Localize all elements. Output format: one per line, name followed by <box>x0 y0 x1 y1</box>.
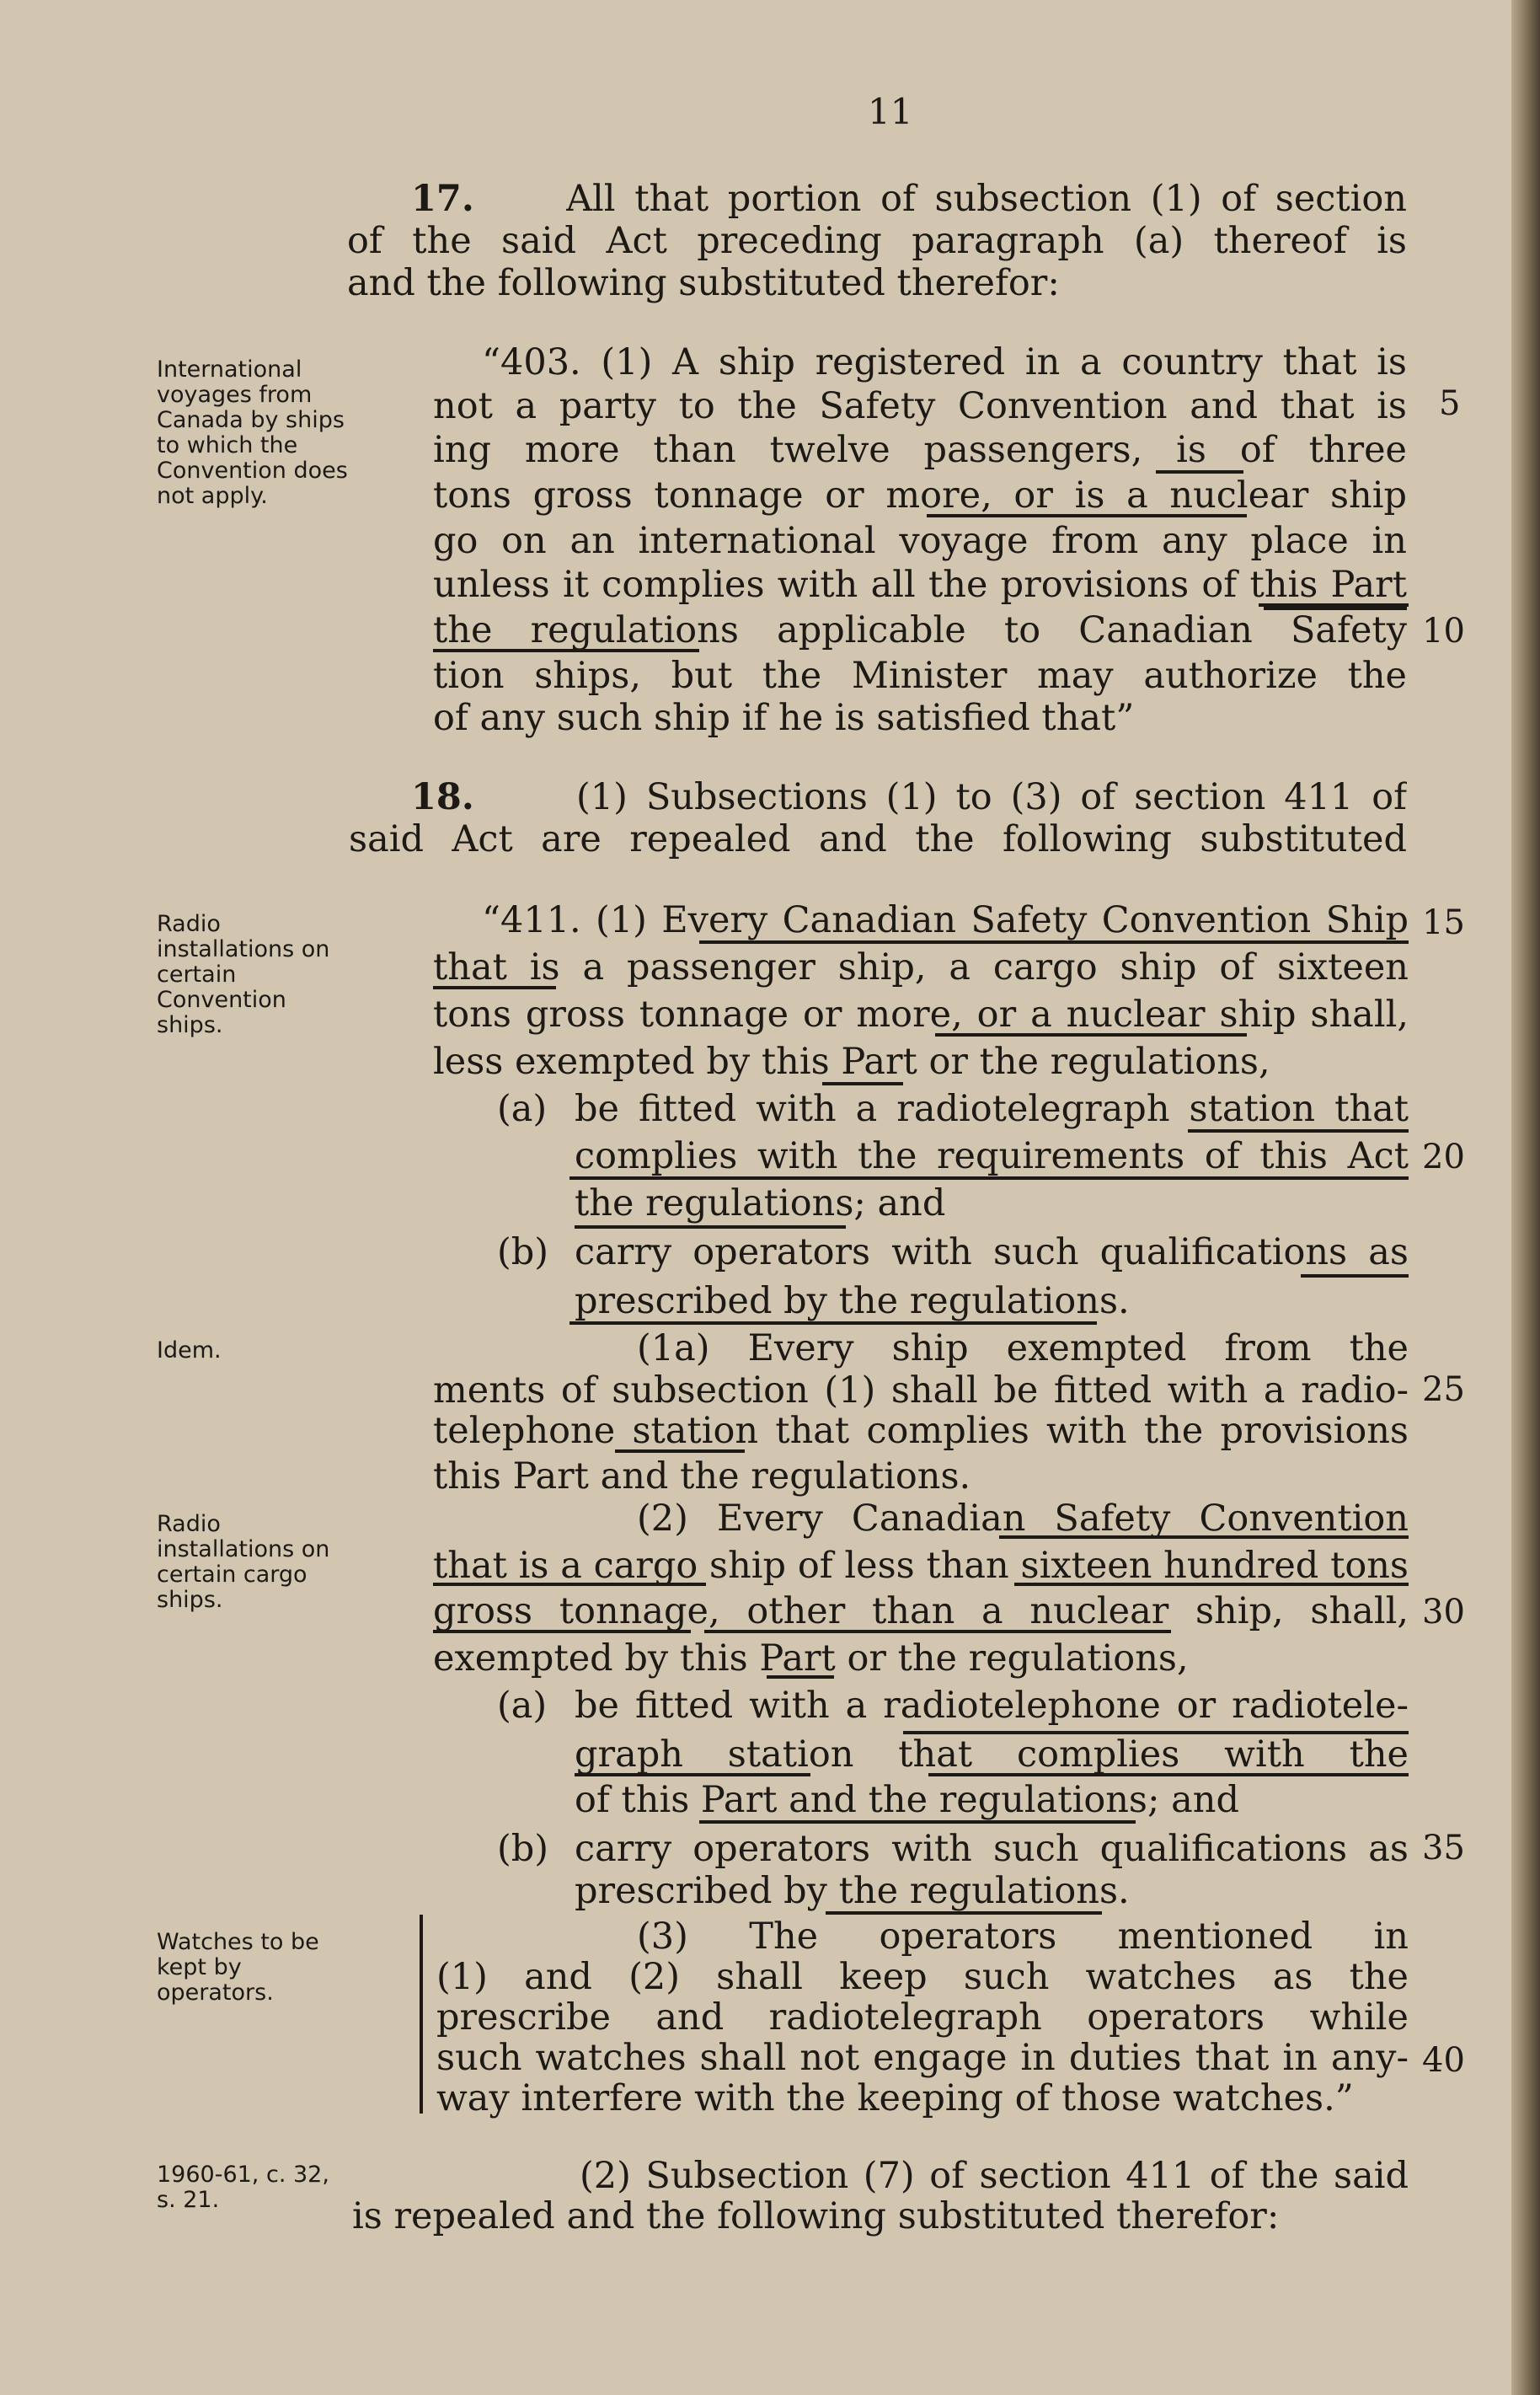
s411-3-line-4: such watches shall not engage in duties that in any- <box>436 2037 1409 2079</box>
s411-1aa-line-4: this Part and the regulations. <box>433 1455 971 1498</box>
page-number: 11 <box>868 91 913 132</box>
s18-2-line-2: is repealed and the following substituted therefor: <box>352 2195 1280 2237</box>
s411-2-line-3: gross tonnage, other than a nuclear ship, shall, <box>433 1590 1409 1632</box>
s411-2-line-2: that is a cargo ship of less than sixteen hundred tons <box>433 1545 1409 1587</box>
s411-3-line-1: (3) The operators mentioned in <box>637 1915 1409 1958</box>
s411-2-line-4: exempted by this Part or the regulations, <box>433 1637 1189 1680</box>
s411-line-1: “411. (1) Every Canadian Safety Convention Ship <box>482 899 1409 941</box>
s411-2b-line-1: carry operators with such qualifications as <box>575 1828 1409 1870</box>
s411-3-line-2: (1) and (2) shall keep such watches as the <box>436 1956 1409 1998</box>
s411-line-2: that is a passenger ship, a cargo ship of sixteen <box>433 946 1409 989</box>
s411-2a-label: (a) <box>497 1685 548 1727</box>
s403-line-6: unless it complies with all the provisions of this Part <box>433 564 1407 606</box>
s17-line-2: of the said Act preceding paragraph (a) thereof is <box>347 220 1407 262</box>
s411-1b-line-1: carry operators with such qualifications as <box>575 1231 1409 1273</box>
s17-line-1: All that portion of subsection (1) of section <box>566 178 1407 220</box>
s411-3-line-5: way interfere with the keeping of those watches.” <box>436 2077 1354 2119</box>
margin-note-watches: Watches to be kept by operators. <box>157 1929 319 2006</box>
s18-line-2: said Act are repealed and the following substituted <box>349 818 1407 860</box>
line-number-35: 35 <box>1422 1829 1465 1867</box>
s411-1b-label: (b) <box>497 1231 549 1273</box>
s411-1b-line-2: prescribed by the regulations. <box>575 1280 1130 1322</box>
s411-1a-line-2: complies with the requirements of this Act <box>575 1135 1409 1177</box>
s411-1a-label: (a) <box>497 1088 548 1130</box>
s403-line-9: of any such ship if he is satisfied that” <box>433 697 1135 739</box>
s411-2a-line-3: of this Part and the regulations; and <box>575 1779 1239 1821</box>
line-number-10: 10 <box>1422 612 1465 651</box>
s411-line-3: tons gross tonnage or more, or a nuclear ship shall, <box>433 994 1409 1036</box>
s18-line-1: (1) Subsections (1) to (3) of section 411 of <box>576 776 1407 818</box>
s403-line-1: “403. (1) A ship registered in a country that is <box>482 341 1407 383</box>
margin-note-citation: 1960-61, c. 32, s. 21. <box>157 2162 329 2213</box>
s411-1aa-line-2: ments of subsection (1) shall be fitted with a radio- <box>433 1369 1409 1412</box>
s411-1a-line-3: the regulations; and <box>575 1182 946 1224</box>
s403-line-7: the regulations applicable to Canadian Safety <box>433 609 1407 651</box>
s411-2a-line-1: be fitted with a radiotelephone or radiotele- <box>575 1685 1409 1727</box>
s411-line-4: less exempted by this Part or the regulations, <box>433 1041 1270 1083</box>
s403-line-3: ing more than twelve passengers, is of three <box>433 429 1407 471</box>
s403-line-5: go on an international voyage from any place in <box>433 520 1407 562</box>
s411-1aa-line-3: telephone station that complies with the provisions <box>433 1410 1409 1452</box>
s411-2a-line-2: graph station that complies with the <box>575 1733 1409 1776</box>
margin-note-radio-convention-ships: Radio installations on certain Convention ships. <box>157 911 330 1038</box>
s403-line-2: not a party to the Safety Convention and that is <box>433 385 1407 427</box>
s17-line-3: and the following substituted therefor: <box>347 262 1060 304</box>
line-number-25: 25 <box>1422 1370 1465 1409</box>
line-number-5: 5 <box>1439 384 1461 423</box>
s18-2-line-1: (2) Subsection (7) of section 411 of the said <box>580 2155 1409 2197</box>
s411-1a-line-1: be fitted with a radiotelegraph station that <box>575 1088 1409 1130</box>
s17-number: 17. <box>411 178 474 220</box>
s411-2b-line-2: prescribed by the regulations. <box>575 1870 1130 1912</box>
s403-line-8: tion ships, but the Minister may authorize the <box>433 655 1407 697</box>
s18-number: 18. <box>411 776 474 818</box>
margin-note-idem: Idem. <box>157 1337 222 1364</box>
line-number-15: 15 <box>1422 903 1465 942</box>
margin-note-international-voyages: International voyages from Canada by ships to which the Convention does not apply. <box>157 356 348 509</box>
s411-2-line-1: (2) Every Canadian Safety Convention <box>637 1498 1409 1540</box>
s411-3-line-3: prescribe and radiotelegraph operators while <box>436 1996 1409 2039</box>
line-number-30: 30 <box>1422 1593 1465 1631</box>
line-number-20: 20 <box>1422 1138 1465 1176</box>
s403-line-4: tons gross tonnage or more, or is a nuclear ship <box>433 474 1407 517</box>
line-number-40: 40 <box>1422 2041 1465 2080</box>
s411-2b-label: (b) <box>497 1828 549 1870</box>
margin-note-radio-cargo-ships: Radio installations on certain cargo ships. <box>157 1511 330 1613</box>
s411-1aa-line-1: (1a) Every ship exempted from the <box>637 1327 1409 1369</box>
